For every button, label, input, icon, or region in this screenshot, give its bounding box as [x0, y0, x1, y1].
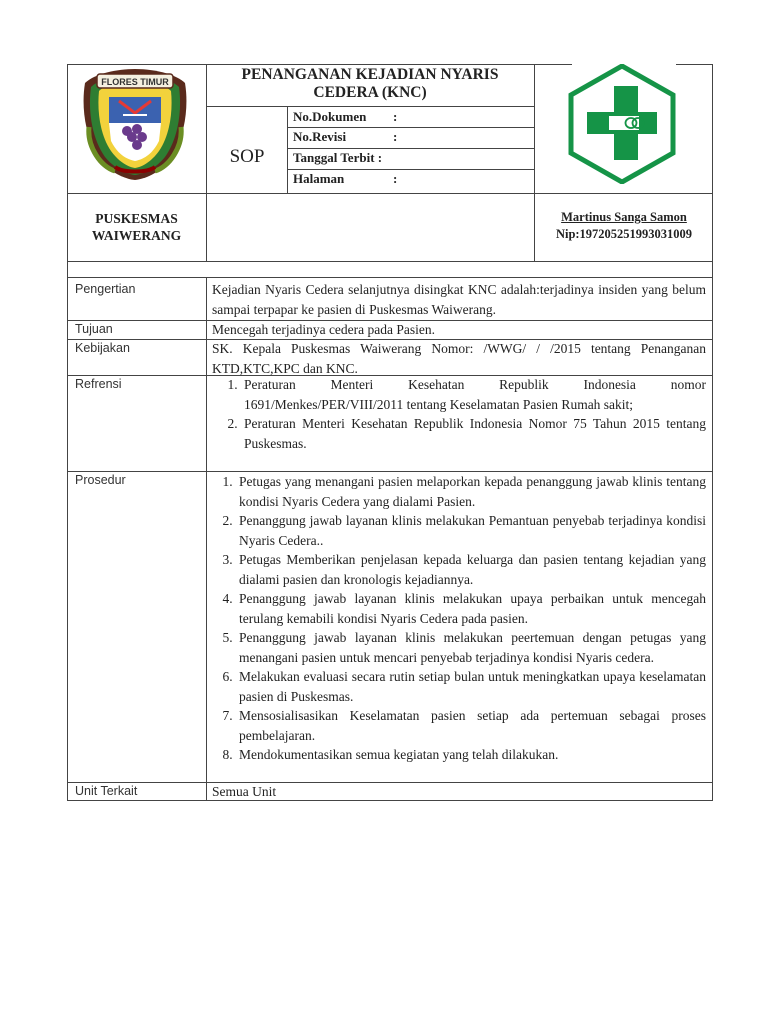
document-title: PENANGANAN KEJADIAN NYARIS CEDERA (KNC)	[241, 66, 499, 101]
org-name	[67, 210, 206, 244]
list-item: 6. Melakukan evaluasi secara rutin setiap bulan untuk meningkatkan upaya keselamatan pasien di Puskesmas.	[236, 667, 706, 706]
list-prosedur	[212, 472, 706, 765]
list-item: 1. Peraturan Menteri Kesehatan Republik Indonesia nomor 1691/Menkes/PER/VIII/2011 tentang Keselamatan Pasien Rumah sakit;	[241, 375, 706, 414]
text-tujuan: Mencegah terjadinya cedera pada Pasien.	[212, 322, 436, 337]
list-item: 2. Penanggung jawab layanan klinis melakukan Pemantuan penyebab terjadinya kondisi Nyaris Cedera..	[236, 511, 706, 550]
text-pengertian: Kejadian Nyaris Cedera selanjutnya disingkat KNC adalah:terjadinya insiden yang belum sampai terpapar ke pasien di Puskesmas Waiwerang.	[212, 282, 706, 317]
text-unit-terkait: Semua Unit	[212, 784, 277, 799]
meta-label: Halaman	[293, 171, 345, 186]
meta-label: No.Revisi	[293, 129, 347, 144]
label-pengertian: Pengertian	[75, 282, 136, 296]
sop-label: SOP	[229, 146, 265, 167]
org-line: WAIWERANG	[91, 228, 182, 243]
border-line	[67, 193, 713, 194]
signer-nip: Nip:197205251993031009	[555, 227, 693, 241]
text-kebijakan: SK. Kepala Puskesmas Waiwerang Nomor: /WWG/ / /2015 tentang Penanganan KTD,KTC,KPC dan KNC.	[212, 341, 706, 376]
border-line	[288, 169, 534, 170]
meta-value: :	[377, 150, 383, 165]
list-item: 7. Mensosialisasikan Keselamatan pasien setiap ada pertemuan sebagai proses pembelajaran.	[236, 706, 706, 745]
svg-text:FLORES TIMUR: FLORES TIMUR	[101, 77, 169, 87]
label-kebijakan: Kebijakan	[75, 341, 130, 355]
border-line	[67, 261, 713, 262]
list-item: 4. Penanggung jawab layanan klinis melakukan upaya perbaikan untuk mencegah terulang kemabili kondisi Nyaris Cedera pada pasien.	[236, 589, 706, 628]
meta-halaman	[293, 171, 397, 187]
border-line	[287, 106, 288, 193]
border-line	[288, 127, 534, 128]
border-line	[67, 64, 68, 801]
signer-block	[535, 209, 713, 243]
meta-value: :	[393, 109, 398, 124]
meta-value: :	[393, 129, 398, 144]
label-unit-terkait: Unit Terkait	[75, 784, 138, 798]
list-item: 1. Petugas yang menangani pasien melaporkan kepada penanggung jawab klinis tentang kondisi Nyaris Cedera yang dialami Pasien.	[236, 472, 706, 511]
meta-value: :	[393, 171, 398, 186]
meta-no-dokumen	[293, 109, 397, 125]
border-line	[206, 277, 207, 801]
list-item: 3. Petugas Memberikan penjelasan kepada keluarga dan pasien tentang kejadian yang dialami pasien dan kronologis kejadiannya.	[236, 550, 706, 589]
list-item: 8. Mendokumentasikan semua kegiatan yang telah dilakukan.	[236, 745, 706, 765]
signer-name: Martinus Sanga Samon	[561, 210, 687, 224]
border-line	[67, 277, 713, 278]
meta-label: No.Dokumen	[293, 109, 367, 124]
list-refrensi	[217, 375, 706, 453]
list-item: 5. Penanggung jawab layanan klinis melakukan peertemuan dengan petugas yang menangani pasien untuk mencari penyebab terjadinya kondisi Nyaris cedera.	[236, 628, 706, 667]
border-line	[712, 64, 713, 801]
label-refrensi: Refrensi	[75, 377, 122, 391]
label-prosedur: Prosedur	[75, 473, 126, 487]
label-tujuan: Tujuan	[75, 322, 113, 336]
border-line	[288, 148, 534, 149]
meta-label: Tanggal Terbit	[293, 150, 375, 165]
meta-tanggal-terbit	[293, 150, 382, 166]
list-item: 2. Peraturan Menteri Kesehatan Republik Indonesia Nomor 75 Tahun 2015 tentang Puskesmas.	[241, 414, 706, 453]
border-line	[207, 106, 534, 107]
puskesmas-cross-logo-icon	[567, 64, 677, 184]
regional-emblem-icon	[79, 67, 191, 181]
org-line: PUSKESMAS	[95, 211, 178, 226]
meta-no-revisi	[293, 129, 397, 145]
